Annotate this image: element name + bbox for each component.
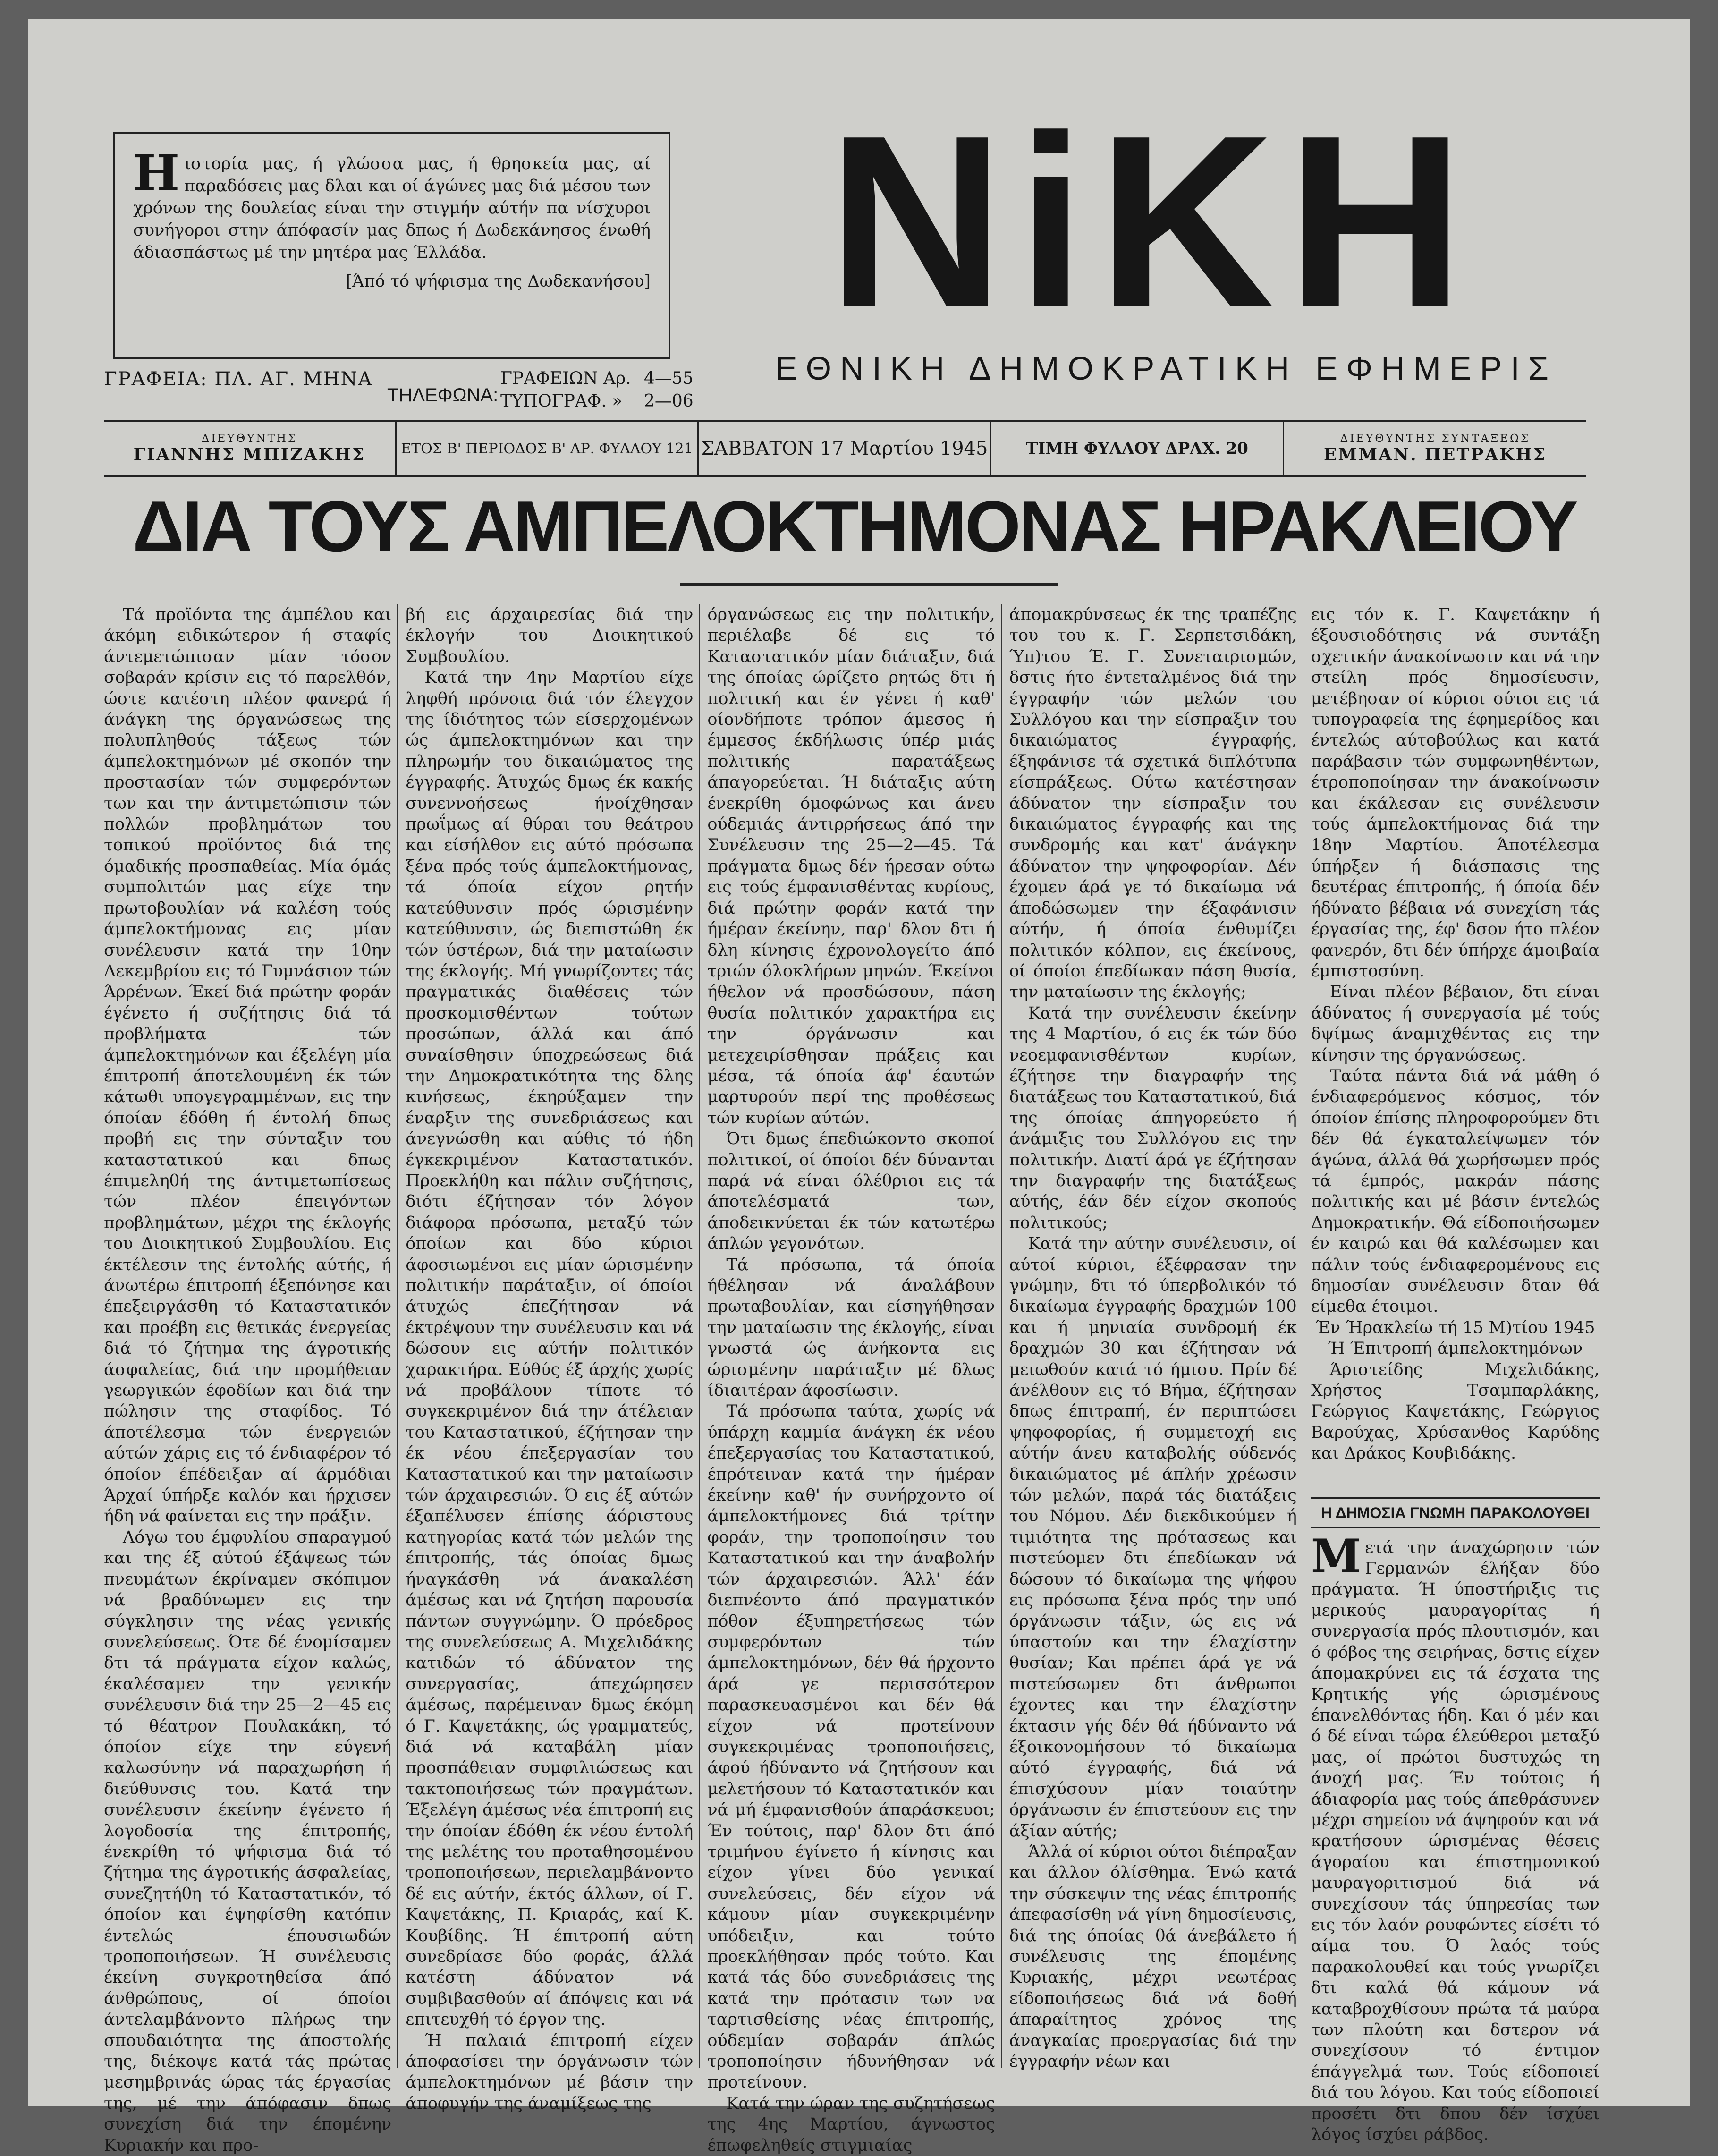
article-columns (104, 604, 1605, 2155)
article-paragraph: Λόγω του έμφυλίου σπαραγμού και της έξ αύτού έξάψεως τών πνευμάτων έκρίναμεν σκόπιμον νά βραδύνωμεν εις την σύγκλησιν της νέας γενικής συνελεύσεως. Ότε δέ ένομίσαμεν δτι τά πράγματα είχον καλώς, έκαλέσαμεν την γενικήν συνέλευσιν διά την 25—2—45 εις τό θέατρον Πουλακάκη, τό όποίον είχε την εύγενή καλωσύνην νά παραχωρήση ή διεύθυνσις του. Κατά την συνέλευσιν έκείνην έγένετο ή λογοδοσία της έπιτροπής, ένεκρίθη τό ψήφισμα διά τό ζήτημα της άγροτικής άσφαλείας, συνεζητήθη τό Καταστατικόν, τό όποίον και έψηφίσθη κατόπιν έντελώς έπουσιωδών τροποποιήσεων. Ή συνέλευσις έκείνη συγκροτηθείσα άπό άνθρώπους, οί όποίοι άντελαμβάνοντο πλήρως την σπουδαιότητα της άποστολής της, διέκοψε κατά τάς πρώτας μεσημβρινάς ώρας τάς έργασίας της, μέ την άπόφασιν δπως συνεχίση διά την έπομένην Κυριακήν και προ- (104, 1528, 392, 2155)
issue-cell (397, 422, 699, 475)
article-paragraph: Άλλά οί κύριοι ούτοι διέπραξαν και άλλον όλίσθημα. Ένώ κατά την σύσκεψιν της νέας έπιτροπής άπεφασίσθη νά γίνη δημοσίευσις, διά της όποίας θά άνεβάλετο ή συνέλευσις της έπομένης Κυριακής, μέχρι νεωτέρας είδοποιήσεως διά νά δοθή άπαραίτητος χρόνος της άναγκαίας προεργασίας διά την έγγραφήν νέων και (1009, 1842, 1297, 2071)
article-column-2 (406, 604, 700, 2113)
epigraph-initial: Η (133, 144, 180, 202)
article-paragraph: Κατά την ώραν της συζητήσεως της 4ης Μαρτίου, άγνωστος έπωφεληθείς στιγμιαίας (707, 2094, 995, 2155)
phone-line2-name: ΤΥΠΟΓΡΑΦ. » (500, 391, 623, 411)
editor-name: ΕΜΜΑΝ. ΠΕΤΡΑΚΗΣ (1323, 445, 1547, 465)
signoff-committee: Ή Έπιτροπή άμπελοκτημόνων (1328, 1339, 1583, 1358)
article-paragraph: Τά πρόσωπα, τά όποία ήθέλησαν νά άναλάβουν πρωταβουλίαν, και είσηγήθησαν την ματαίωσιν της έκλογής, είναι γνωστά ώς άνήκοντα εις ώρισμένην παράταξιν μέ δλως ίδιαιτέραν άφοσίωσιν. (707, 1255, 995, 1401)
headline-rule (680, 583, 1058, 586)
signoff-place-date: Έν Ήρακλείω τή 15 Μ)τίου 1945 (1315, 1318, 1595, 1337)
issue-date: ΣΑΒΒΑΤΟΝ 17 Μαρτίου 1945 (701, 438, 988, 459)
offices-address: ΓΡΑΦΕΙΑ: ΠΛ. ΑΓ. ΜΗΝΑ (104, 368, 373, 390)
article-paragraph: Κατά την αύτην συνέλευσιν, οί αύτοί κύριοι, έξέφρασαν την γνώμην, δτι τό ύπερβολικόν τό δικαίωμα έγγραφής δραχμών 100 και ή μηνιαία συνδρομή έκ δραχμών 30 και έζήτησαν νά μειωθούν κατά τό ήμισυ. Πρίν δέ άνέλθουν εις τό Βήμα, έζήτησαν δπως έπιτραπή, έν περιπτώσει ψηφοφορίας, ή συμμετοχή εις αύτήν άνευ καταβολής ούδενός δικαιώματος μέ άπλήν χρέωσιν τών μελών, παρά τάς διατάξεις του Νόμου. Δέν διεκδικούμεν ή τιμιότητα της πρότασεως και πιστεύομεν δτι έπεδίωκαν νά δώσουν τό δικαίωμα της ψήφου εις πρόσωπα ξένα πρός την υπό όργάνωσιν τάξιν, ώς εις νά ύπαστούν και την έλαχίστην θυσίαν; Και πρέπει άρά γε νά πιστεύσωμεν δτι άνθρωποι έχοντες και την έλαχίστην έκτασιν γής δέν θά ήδύναντο νά έξοικονομήσουν τό δικαίωμα αύτό έγγραφής, διά νά έπισχύσουν μίαν τοιαύτην όργάνωσιν έν έπιστεύουν εις την άξίαν αύτής; (1009, 1234, 1297, 1841)
article-paragraph: Κατά την 4ην Μαρτίου είχε ληφθή πρόνοια διά τόν έλεγχον της ίδιότητος τών είσερχομένων ώς άμπελοκτημόνων και την πληρωμήν του δικαιώματος της έγγραφής. Άτυχώς δμως έκ κακής συνεννοήσεως ήνοίχθησαν πρωΐμως αί θύραι του θεάτρου και είσήλθον εις αύτό πρόσωπα ξένα πρός τούς άμπελοκτήμονας, τά όποία είχον ρητήν κατεύθυνσιν πρός ώρισμένην κατεύθυνσιν, ώς διεπιστώθη έκ τών ύστέρων, διά την ματαίωσιν της έκλογής. Μή γνωρίζοντες τάς πραγματικάς διαθέσεις τών προσκομισθέντων τούτων προσώπων, άλλά και άπό συναίσθησιν ύποχρεώσεως διά την Δημοκρατικότητα της δλης κινήσεως, έκηρύξαμεν την έναρξιν της συνεδριάσεως και άνεγνώσθη και αύθις τό ήδη έγκεκριμένον Καταστατικόν. Προεκλήθη και πάλιν συζήτησις, διότι έζήτησαν τόν λόγον διάφορα πρόσωπα, μεταξύ τών όποίων και δύο κύριοι άφοσιωμένοι εις μίαν ώρισμένην πολιτικήν παράταξιν, οί όποίοι άτυχώς έπεζήτησαν νά έκτρέψουν την συνέλευσιν και νά δώσουν εις αύτήν πολιτικόν χαρακτήρα. Εύθύς έξ άρχής χωρίς νά προβάλουν τίποτε τό συγκεκριμένον διά την άτέλειαν του Καταστατικού, έζήτησαν την έκ νέου έπεξεργασίαν του Καταστατικού και την ματαίωσιν τών άρχαιρεσιών. Ό εις έξ αύτών έξαπέλυσεν έπίσης άόριστους κατηγορίας κατά τών μελών της έπιτροπής, τάς όποίας δμως ήναγκάσθη νά άνακαλέση άμέσως και νά ζητήση παρουσία πάντων συγγνώμην. Ό πρόεδρος της συνελεύσεως Α. Μιχελιδάκης κατιδών τό άδύνατον της συνεργασίας, άπεχώρησεν άμέσως, παρέμειναν δμως έκόμη ό Γ. Καψετάκης, ώς γραμματεύς, διά νά καταβάλη μίαν προσπάθειαν συμφιλιώσεως και τακτοποιήσεως τών πραγμάτων. Έξελέγη άμέσως νέα έπιτροπή εις την όποίαν έδόθη έκ νέου έντολή της μελέτης του προταθησομένου τροποποιήσεων, περιελαμβάνοντο δέ εις αύτήν, έκτός άλλων, οί Γ. Καψετάκης, Π. Κριαράς, καί Κ. Κουβίδης. Ή έπιτροπή αύτη συνεδρίασε δύο φοράς, άλλά κατέστη άδύνατον νά συμβιβασθούν αί άπόψεις και νά επιτευχθή τό έργον της. (406, 668, 694, 2029)
epigraph-source: [Άπό τό ψήφισμα της Δωδεκανήσου] (346, 272, 651, 291)
phone-numbers (500, 367, 694, 413)
main-headline: ΔΙΑ ΤΟΥΣ ΑΜΠΕΛΟΚΤΗΜΟΝΑΣ ΗΡΑΚΛΕΙΟΥ (133, 486, 1576, 567)
issue-price: ΤΙΜΗ ΦΥΛΛΟΥ ΔΡΑΧ. 20 (1026, 439, 1248, 458)
epigraph-text: ιστορία μας, ή γλώσσα μας, ή θρησκεία μας, αί παραδόσεις μας δλαι και οί άγώνες μας διά μέσου των χρόνων της δουλείας είναι την στιγμήν αύτήν πα νίσχυροι συνήγοροι στην άπόφασίν μας δπως ή Δωδεκάνησος ένωθή άδιασπάστως μέ την μητέρα μας Έλλάδα. (133, 154, 651, 262)
phones-label: ΤΗΛΕΦΩΝΑ: (387, 385, 499, 406)
article-paragraph: Τά προϊόντα της άμπέλου και άκόμη ειδικώτερον ή σταφίς άντεμετώπισαν μίαν τόσον σοβαράν κρίσιν εις τό παρελθόν, ώστε κατέστη πλέον φανερά ή άνάγκη της όργανώσεως της πολυπληθούς τάξεως τών άμπελοκτημόνων μέ σκοπόν την προστασίαν τών συμφερόντων των και την άντιμετώπισιν τών πολλών προβλημάτων του τοπικού προϊόντος διά της όμαδικής προσπαθείας. Μία όμάς συμπολιτών μας είχε την πρωτοβουλίαν νά καλέση τούς άμπελοκτήμονας εις μίαν συνέλευσιν κατά την 10ην Δεκεμβρίου εις τό Γυμνάσιον τών Άρρένων. Έκεί διά πρώτην φοράν έγένετο ή συζήτησις διά τά προβλήματα τών άμπελοκτημόνων και έξελέγη μία έπιτροπή άποτελουμένη έκ τών κάτωθι υπογεγραμμένων, εις την όποίαν έδόθη ή έντολή δπως προβή εις την σύνταξιν του καταστατικού και δπως έπιμεληθή της άντιμετωπίσεως τών πλέον έπειγόντων προβλημάτων, μέχρι της έκλογής του Διοικητικού Συμβουλίου. Εις έκτέλεσιν της έντολής αύτής, ή άνωτέρω έπιτροπή έξεπόνησε και έπεξειργάσθη τό Καταστατικόν και προέβη εις θετικάς ένεργείας διά τό ζήτημα της άγροτικής άσφαλείας, διά την προμήθειαν γεωργικών έφοδίων και διά την πώλησιν της σταφίδος. Τό άποτέλεσμα τών ένεργειών αύτών χάρις εις τό ένδιαφέρον τό όποίον έπέδειξαν αί άρμόδιαι Άρχαί ύπήρξε καλόν και ήρχισεν ήδη νά φαίνεται εις την πράξιν. (104, 605, 392, 1526)
issue-number: ΕΤΟΣ Β' ΠΕΡΙΟΔΟΣ Β' ΑΡ. ΦΥΛΛΟΥ 121 (401, 440, 693, 457)
article-paragraph: Κατά την συνέλευσιν έκείνην της 4 Μαρτίου, ό εις έκ τών δύο νεοεμφανισθέντων κυρίων, έζήτησε την διαγραφήν της διατάξεως του Καταστατικού, διά της όποίας άπηγορεύετο ή άνάμιξις του Συλλόγου εις την πολιτικήν. Διατί άρά γε έζήτησαν την διαγραφήν της διατάξεως αύτής, έάν δέν είχον σκοπούς πολιτικούς; (1009, 1003, 1297, 1232)
article-paragraph: Τά πρόσωπα ταύτα, χωρίς νά ύπάρχη καμμία άνάγκη έκ νέου έπεξεργασίας του Καταστατικού, έπρότειναν κατά την ήμέραν έκείνην καθ' ήν συνήρχοντο οί άμπελοκτήμονες διά τρίτην φοράν, την τροποποίησιν του Καταστατικού και την άναβολήν τών άρχαιρεσιών. Άλλ' έάν διεπνέοντο άπό πραγματικόν πόθον έξυπηρετήσεως τών συμφερόντων τών άμπελοκτημόνων, δέν θά ήρχοντο άρά γε περισσότερον παρασκευασμένοι και δέν θά είχον νά προτείνουν συγκεκριμένας τροποποιήσεις, άφού ήδύναντο νά ζητήσουν και μελετήσουν τό Καταστατικόν και νά μή έμφανισθούν άπαράσκευοι; Έν τούτοις, παρ' δλον δτι άπό τριμήνου έγίνετο ή κίνησις και είχον γίνει δύο γενικαί συνελεύσεις, δέν είχον νά κάμουν μίαν συγκεκριμένην υπόδειξιν, και τούτο προεκλήθησαν πρός τούτο. Και κατά τάς δύο συνεδριάσεις της κατά την πρότασιν των να ταρτισθείσης νέας έπιτροπής, ούδεμίαν σοβαράν άπλώς τροποποίησιν ήδυνήθησαν νά προτείνουν. (707, 1402, 995, 2092)
masthead-title: NiKH (827, 85, 1477, 359)
sidebar-body: ετά την άναχώρησιν τών Γερμανών έλήξαν δύο πράγματα. Ή ύποστήριξις τις μερικούς μαυραγορίτας ή συνεργασία πρός πλουτισμόν, και ό φόβος της σειρήνας, δστις είχεν άπομακρύνει εις τά έσχατα της Κρητικής γής ώρισμένους έπανελθόντας ήδη. Και ό μέν και ό δέ είναι τώρα έλεύθεροι μεταξύ μας, οί πρώτοι δυστυχώς τη άνοχή μας. Έν τούτοις ή άδιαφορία μας τούς άπεθράσυνεν μέχρι σημείου νά άψηφούν και νά κρατήσουν ώρισμένας θέσεις άγοραίου και έπιστημονικού μαυραγοριτισμού διά νά συνεχίσουν τάς ύπηρεσίας των εις τόν λαόν ρουφώντες είσέτι τό αίμα του. Ό λαός τούς παρακολουθεί και τούς γνωρίζει δτι καλά θά κάμουν νά καταβροχθίσουν πρώτα τά μαύρα των πλούτη και δστερον νά συνεχίσουν τό έντιμον έπάγγελμά των. Τούς είδοποιεί διά του λόγου. Και τούς είδοποιεί προσέτι δτι δπου δέν ίσχύει λόγος ίσχύει ράβδος. (1311, 1538, 1600, 2145)
article-paragraph: Ή παλαιά έπιτροπή είχεν άποφασίσει την όργάνωσιν τών άμπελοκτημόνων μέ βάσιν την άποφυγήν της άναμίξεως της (406, 2031, 694, 2113)
article-column-5 (1311, 604, 1605, 2145)
date-cell (699, 422, 991, 475)
editor-cell (1284, 422, 1586, 475)
masthead-subtitle: ΕΘΝΙΚΗ ΔΗΜΟΚΡΑΤΙΚΗ ΕΦΗΜΕΡΙΣ (775, 350, 1557, 387)
director-cell (104, 422, 397, 475)
phone-line1-number: 4—55 (644, 369, 694, 388)
article-paragraph: όργανώσεως εις την πολιτικήν, περιέλαβε δέ εις τό Καταστατικόν μίαν διάταξιν, διά της όποίας ώρίζετο ρητώς δτι ή πολιτική και έν γένει ή καθ' οίονδήποτε τρόπον άμεσος ή έμμεσος έκδήλωσις ύπέρ μιάς πολιτικής παρατάξεως άπαγορεύεται. Ή διάταξις αύτη ένεκρίθη όμοφώνως και άνευ ούδεμιάς άντιρρήσεως άπό την Συνέλευσιν της 25—2—45. Τά πράγματα δμως δέν ήρεσαν ούτω εις τούς έμφανισθέντας κυρίους, διά πρώτην φοράν κατά την ήμέραν έκείνην, παρ' δλον δτι ή δλη κίνησις έχρονολογείτο άπό τριών όλοκλήρων μηνών. Έκείνοι ήθελον νά προσδώσουν, πάση θυσία πολιτικόν χαρακτήρα εις την όργάνωσιν και μετεχειρίσθησαν πράξεις και μέσα, τά όποία άφ' έαυτών μαρτυρούν περί της προθέσεως τών κυρίων αύτών. (707, 605, 995, 1128)
phone-line2-number: 2—06 (644, 391, 694, 411)
price-cell (991, 422, 1284, 475)
signoff-names: Άριστείδης Μιχελιδάκης, Χρήστος Τσαμπαρλάκης, Γεώργιος Καψετάκης, Γεώργιος Βαρούχας, Χρύσανθος Καρύδης και Δράκος Κουβιδάκης. (1311, 1360, 1600, 1463)
article-paragraph: βή εις άρχαιρεσίας διά την έκλογήν του Διοικητικού Συμβουλίου. (406, 605, 694, 666)
epigraph-box (113, 132, 670, 359)
editor-label: ΔΙΕΥΘΥΝΤΗΣ ΣΥΝΤΑΞΕΩΣ (1340, 433, 1531, 445)
article-paragraph: εις τόν κ. Γ. Καψετάκην ή έξουσιοδότησις νά συντάξη σχετικήν άνακοίνωσιν και νά την στείλη πρός δημοσίευσιν, μετέβησαν οί κύριοι ούτοι εις τά τυπογραφεία της έφημερίδος και έντελώς αύτοβούλως και κατά παράβασιν τών συμφωνηθέντων, έτροποποίησαν την άνακοίνωσιν και έκάλεσαν εις συνέλευσιν τούς άμπελοκτήμονας διά την 18ην Μαρτίου. Άποτέλεσμα ύπήρξεν ή διάσπασις της δευτέρας έπιτροπής, ή όποία δέν ήδύνατο βέβαια νά συνεχίση τάς έργασίας της, έφ' δσον ήτο πλέον φανερόν, δτι δέν ύπήρχε άμοιβαία έμπιστοσύνη. (1311, 605, 1600, 981)
article-paragraph: Είναι πλέον βέβαιον, δτι είναι άδύνατος ή συνεργασία μέ τούς δψίμως άναμιχθέντας εις την κίνησιν της όργανώσεως. (1311, 983, 1600, 1065)
sidebar-text (1311, 1529, 1600, 2146)
director-label: ΔΙΕΥΘΥΝΤΗΣ (201, 433, 298, 445)
article-column-4 (1009, 604, 1303, 2071)
issue-info-bar (104, 420, 1586, 477)
article-column-1 (104, 604, 398, 2155)
director-name: ΓΙΑΝΝΗΣ ΜΠΙΖΑΚΗΣ (133, 445, 366, 465)
article-paragraph: Ταύτα πάντα διά νά μάθη ό ένδιαφερόμενος κόσμος, τόν όποίον έπίσης πληροφορούμεν δτι δέν θά έγκαταλείψωμεν τόν άγώνα, άλλά θά χωρήσωμεν πρός τά έμπρός, μακράν πάσης πολιτικής και μέ βάσιν έντελώς Δημοκρατικήν. Θά είδοποιήσωμεν έν καιρώ και θά καλέσωμεν και πάλιν τούς ένδιαφερομένους εις δημοσίαν συνέλευσιν δταν θά είμεθα έτοιμοι. (1311, 1066, 1600, 1316)
newspaper-page (28, 19, 1690, 2155)
phone-line1-name: ΓΡΑΦΕΙΩΝ Αρ. (500, 369, 631, 388)
article-column-3 (707, 604, 1001, 2155)
sidebar-title: Η ΔΗΜΟΣΙΑ ΓΝΩΜΗ ΠΑΡΑΚΟΛΟΥΘΕΙ (1311, 1497, 1600, 1528)
article-paragraph: άπομακρύνσεως έκ της τραπέζης του του κ. Γ. Σερπετσιδάκη, Ύπ)του Έ. Γ. Συνεταιρισμών, δστις ήτο έντεταλμένος διά την έγγραφήν τών μελών του Συλλόγου και την είσπραξιν του δικαιώματος έγγραφής, έξηφάνισε τά σχετικά διπλότυπα είσπράξεως. Ούτω κατέστησαν άδύνατον την είσπραξιν του δικαιώματος έγγραφής και της συνδρομής και κατ' άνάγκην άδύνατον την ψηφοφορίαν. Δέν έχομεν άρά γε τό δικαίωμα νά άποδώσωμεν την έξαφάνισιν αύτήν, ή όποία ένθυμίζει πολιτικόν κόλπον, εις έκείνους, οί όποίοι έπεδίωκαν πάση θυσία, την ματαίωσιν της έκλογής; (1009, 605, 1297, 1002)
article-paragraph: Ότι δμως έπεδιώκοντο σκοποί πολιτικοί, οί όποίοι δέν δύνανται παρά νά είναι όλέθριοι εις τά άποτελέσματά των, άποδεικνύεται έκ τών κατωτέρω άπλών γεγονότων. (707, 1129, 995, 1254)
sidebar-initial: Μ (1311, 1529, 1362, 1583)
